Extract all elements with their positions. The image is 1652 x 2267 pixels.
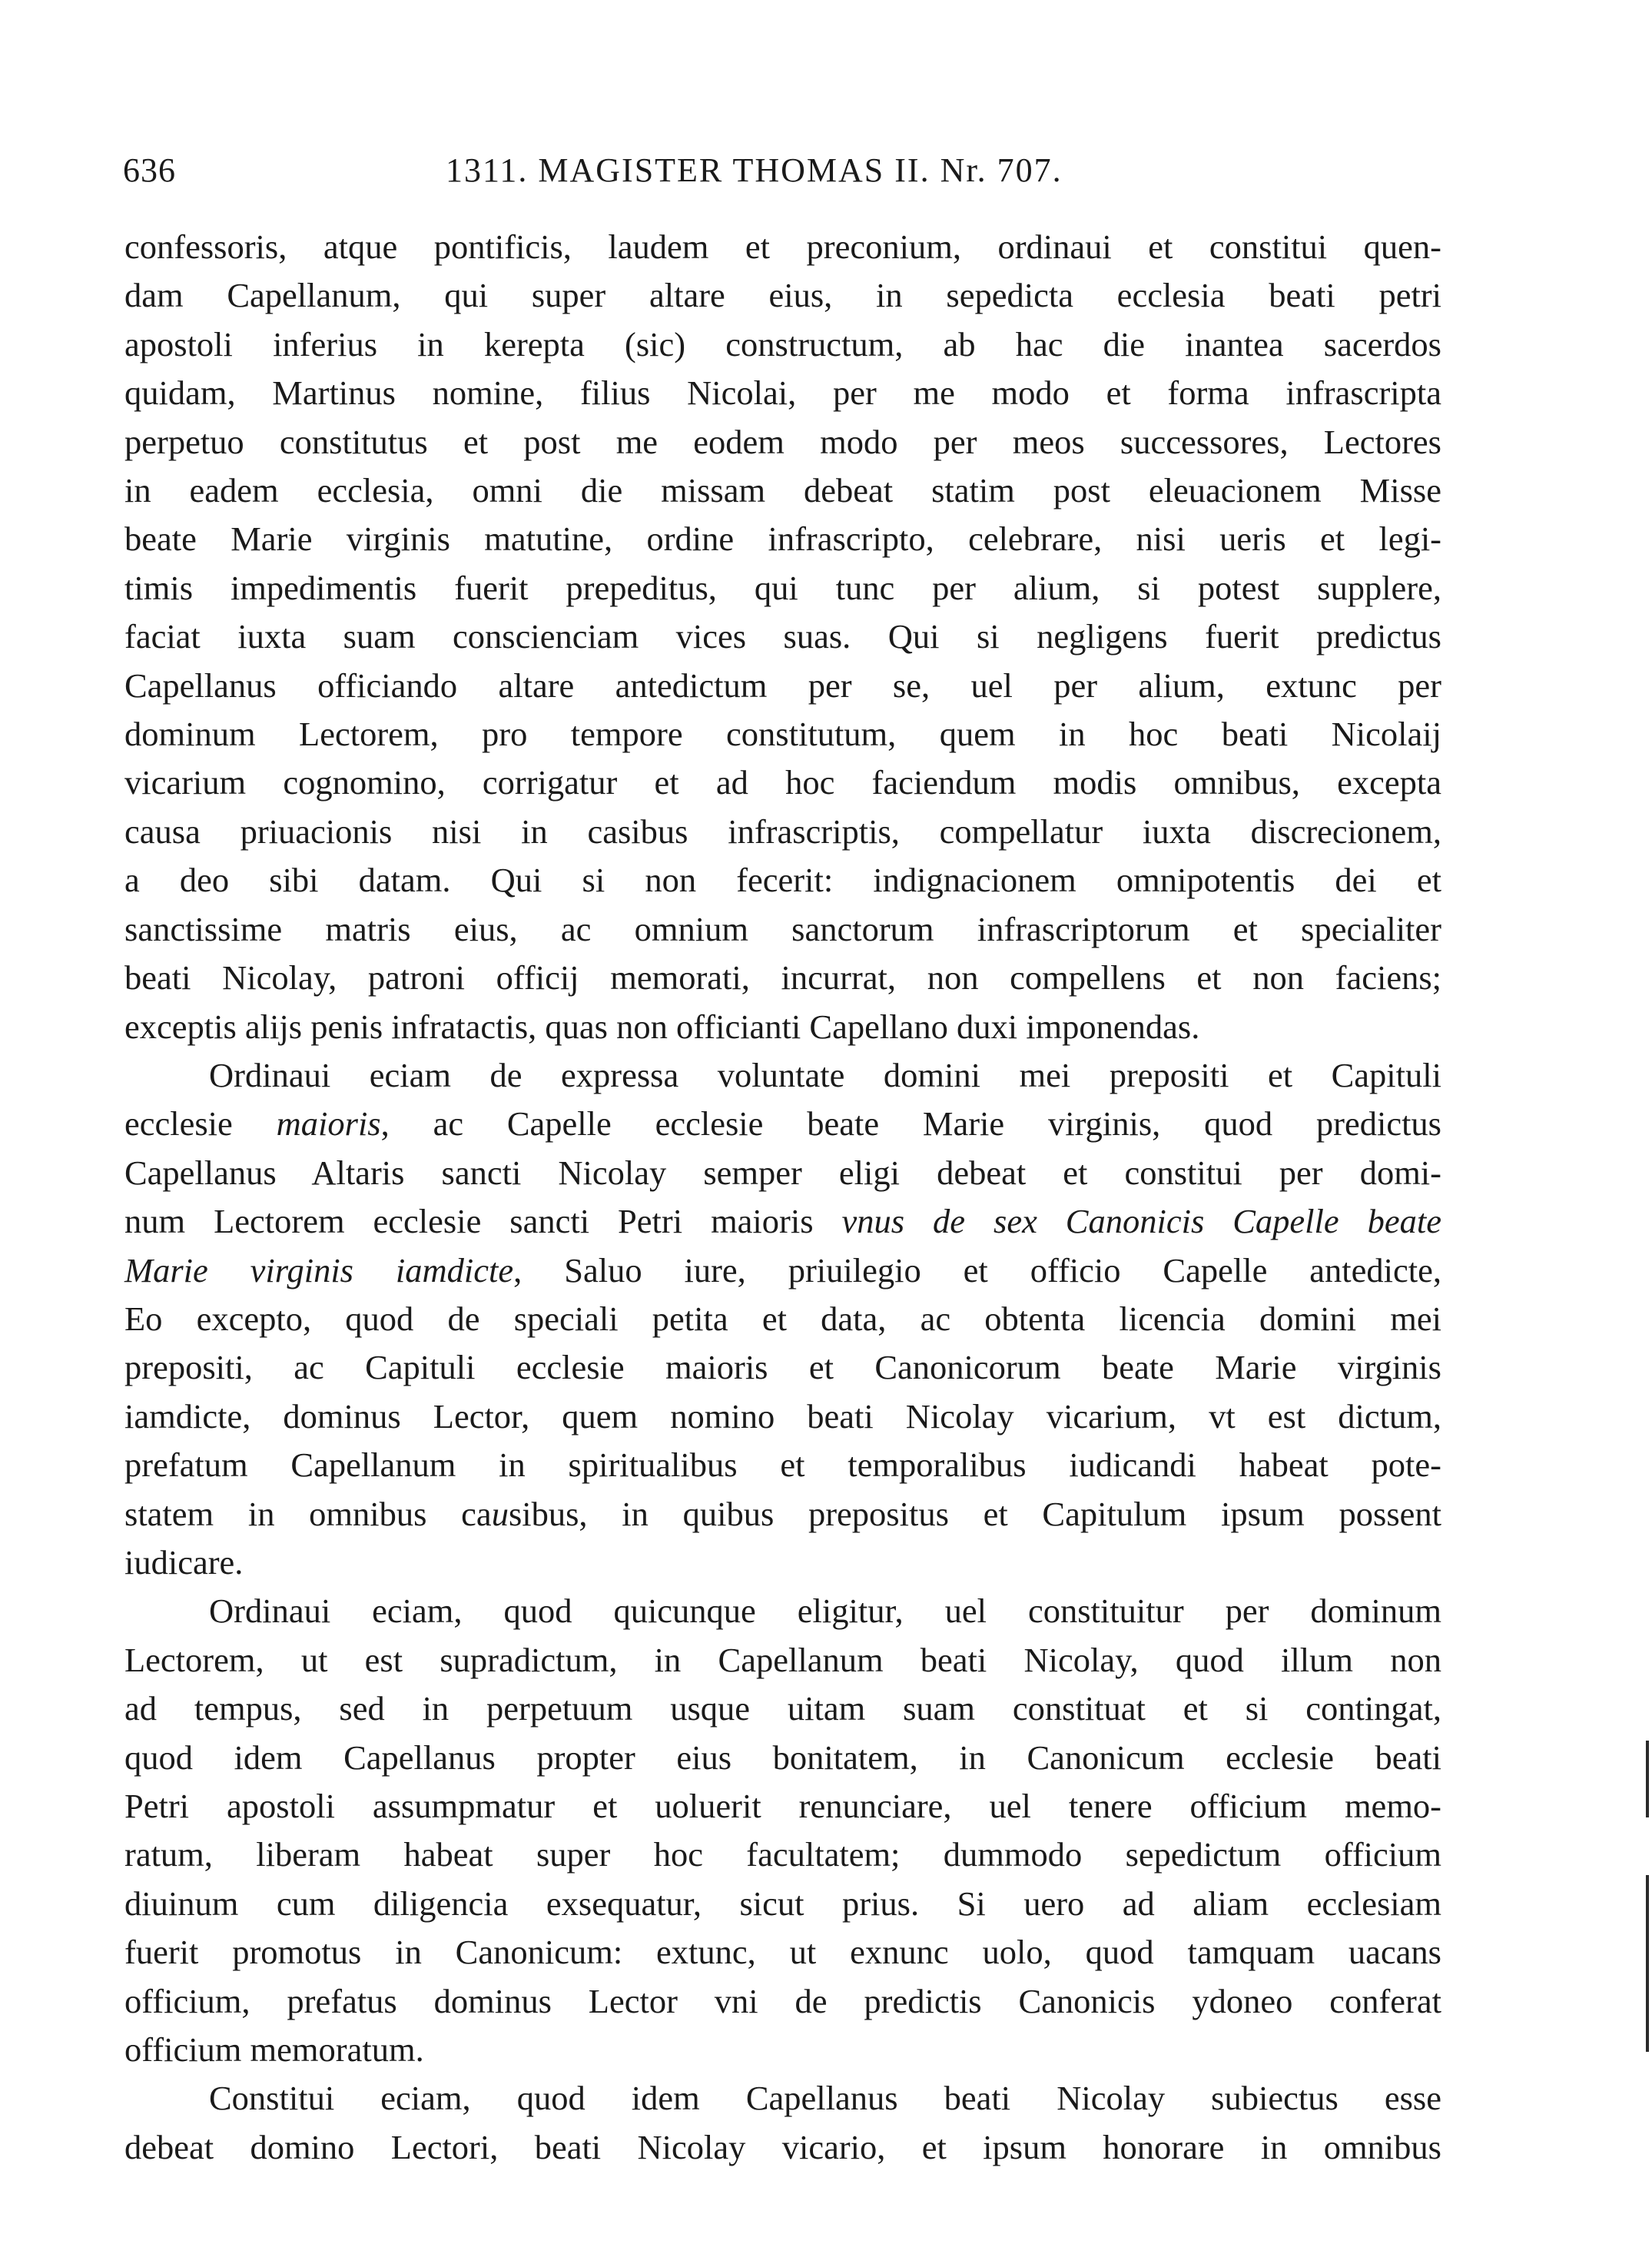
italic-text: vnus de sex Canonicis Capelle beate [841, 1202, 1441, 1241]
text-line: faciat iuxta suam conscienciam vices suas. Qui si negligens fuerit predictus [124, 617, 1441, 656]
text-line: officium memoratum. [124, 2030, 424, 2070]
scan-edge-mark [1646, 1741, 1649, 1817]
text-line: dominum Lectorem, pro tempore constitutum, quem in hoc beati Nicolaij [124, 715, 1441, 754]
italic-text: maioris [276, 1104, 381, 1143]
body-text [124, 223, 1441, 2172]
scan-edge-mark [1646, 1875, 1649, 2052]
text-line: Marie virginis iamdicte, Saluo iure, priuilegio et officio Capelle antedicte, [124, 1250, 1441, 1290]
text-line: Ordinaui eciam de expressa voluntate domini mei prepositi et Capituli [209, 1055, 1441, 1094]
text-line: fuerit promotus in Canonicum: extunc, ut exnunc uolo, quod tamquam uacans [124, 1933, 1441, 1972]
text-line: debeat domino Lectori, beati Nicolay vicario, et ipsum honorare in omnibus [124, 2127, 1441, 2166]
text-line: diuinum cum diligencia exsequatur, sicut prius. Si uero ad aliam ecclesiam [124, 1884, 1441, 1923]
text-line: apostoli inferius in kerepta (sic) constructum, ab hac die inantea sacerdos [124, 324, 1441, 363]
text-line: beate Marie virginis matutine, ordine infrascripto, celebrare, nisi ueris et legi- [124, 519, 1441, 559]
text-line: exceptis alijs penis infratactis, quas non officianti Capellano duxi imponendas. [124, 1007, 1200, 1046]
text-line: quidam, Martinus nomine, filius Nicolai, per me modo et forma infrascripta [124, 373, 1441, 413]
text-line: sanctissime matris eius, ac omnium sanctorum infrascriptorum et specialiter [124, 909, 1441, 948]
italic-text: Marie virginis iamdicte [124, 1250, 514, 1290]
page-number: 636 [123, 151, 176, 189]
text-line: quod idem Capellanus propter eius bonitatem, in Canonicum ecclesie beati [124, 1738, 1441, 1777]
text-line: Constitui eciam, quod idem Capellanus beati Nicolay subiectus esse [209, 2079, 1441, 2118]
text-line: iamdicte, dominus Lector, quem nomino beati Nicolay vicarium, vt est dictum, [124, 1396, 1441, 1436]
running-head [123, 151, 1445, 197]
text-line: causa priuacionis nisi in casibus infrascriptis, compellatur iuxta discrecionem, [124, 812, 1441, 851]
text-line: prefatum Capellanum in spiritualibus et temporalibus iudicandi habeat pote- [124, 1446, 1441, 1485]
text-line: beati Nicolay, patroni officij memorati, incurrat, non compellens et non faciens; [124, 958, 1441, 997]
text-line: statem in omnibus causibus, in quibus prepositus et Capitulum ipsum possent [124, 1494, 1441, 1533]
text-line: confessoris, atque pontificis, laudem et preconium, ordinaui et constitui quen- [124, 227, 1441, 266]
text-line: iudicare. [124, 1542, 244, 1582]
text-line: dam Capellanum, qui super altare eius, in sepedicta ecclesia beati petri [124, 276, 1441, 315]
text-line: vicarium cognomino, corrigatur et ad hoc faciendum modis omnibus, excepta [124, 763, 1441, 802]
text-line: Petri apostoli assumpmatur et uoluerit renunciare, uel tenere officium memo- [124, 1787, 1441, 1825]
header-title: 1311. MAGISTER THOMAS II. Nr. 707. [446, 151, 1063, 189]
text-line: officium, prefatus dominus Lector vni de predictis Canonicis ydoneo conferat [124, 1981, 1441, 2020]
text-line: Capellanus officiando altare antedictum per se, uel per alium, extunc per [124, 665, 1441, 705]
text-line: prepositi, ac Capituli ecclesie maioris et Canonicorum beate Marie virginis [124, 1348, 1441, 1387]
text-line: Eo excepto, quod de speciali petita et data, ac obtenta licencia domini mei [124, 1299, 1441, 1338]
text-line: perpetuo constitutus et post me eodem modo per meos successores, Lectores [124, 422, 1441, 461]
text-line: ecclesie maioris, ac Capelle ecclesie beate Marie virginis, quod predictus [124, 1104, 1441, 1143]
text-line: Ordinaui eciam, quod quicunque eligitur, uel constituitur per dominum [209, 1592, 1441, 1631]
text-line: a deo sibi datam. Qui si non fecerit: indignacionem omnipotentis dei et [124, 861, 1441, 900]
text-line: num Lectorem ecclesie sancti Petri maioris vnus de sex Canonicis Capelle beate [124, 1202, 1441, 1241]
text-line: ad tempus, sed in perpetuum usque uitam suam constituat et si contingat, [124, 1689, 1441, 1728]
text-line: Capellanus Altaris sancti Nicolay semper eligi debeat et constitui per domi- [124, 1153, 1441, 1192]
text-line: ratum, liberam habeat super hoc facultatem; dummodo sepedictum officium [124, 1835, 1441, 1874]
italic-text: u [491, 1494, 509, 1533]
text-line: in eadem ecclesia, omni die missam debeat statim post eleuacionem Misse [124, 471, 1441, 510]
text-line: Lectorem, ut est supradictum, in Capellanum beati Nicolay, quod illum non [124, 1640, 1441, 1679]
text-line: timis impedimentis fuerit prepeditus, qui tunc per alium, si potest supplere, [124, 568, 1441, 607]
